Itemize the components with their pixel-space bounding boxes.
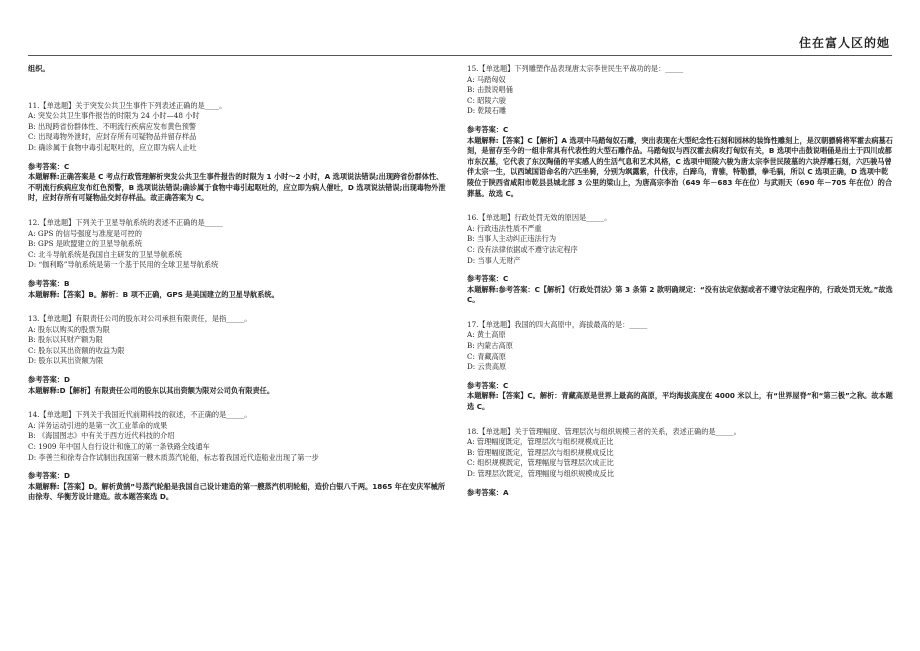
question-list <box>467 64 895 498</box>
answer-explanation: 本题解释:【答案】D。解析黄鹄”号蒸汽轮船是我国自己设计建造的第一艘蒸汽机明轮船，造价白银八千两。1865 年在安庆军械所由徐寿、华衡芳设计建造。故本题答案选 D。 <box>28 481 446 502</box>
question-block <box>28 410 448 503</box>
answer-explanation: 本题解释:参考答案：C【解析】《行政处罚法》第 3 条第 2 款明确规定：“没有法定依据或者不遵守法定程序的，行政处罚无效。”故选 C。 <box>467 284 893 305</box>
question-option: C: 出现毒物外泄时，应封存所有可疑物品并留存样品 <box>28 132 197 142</box>
answer-label: 参考答案：B <box>28 278 70 288</box>
question-option: B: 内蒙古高原 <box>467 341 513 351</box>
right-column <box>467 64 895 512</box>
header-divider <box>28 55 892 56</box>
question-block <box>467 427 895 499</box>
question-option: C: 股东以其出资额的收益为限 <box>28 345 125 355</box>
question-block <box>467 213 895 306</box>
question-option: B: 《海国图志》中有关于西方近代科技的介绍 <box>28 431 175 441</box>
question-option: B: 当事人主动纠正违法行为 <box>467 234 557 244</box>
answer-label: 参考答案：A <box>467 487 509 497</box>
question-stem: 13.【单选题】有限责任公司的股东对公司承担有限责任，是指_____。 <box>28 314 252 324</box>
answer-label: 参考答案：D <box>28 375 70 385</box>
answer-label: 参考答案：C <box>467 124 509 134</box>
question-option: B: GPS 是欧盟建立的卫星导航系统 <box>28 239 143 249</box>
answer-label: 参考答案：C <box>28 161 70 171</box>
question-stem: 17.【单选题】我国的四大高原中，海拔最高的是：_____ <box>467 319 648 329</box>
question-stem: 14.【单选题】下列关于我国近代前期科技的叙述，不正确的是_____。 <box>28 410 252 420</box>
answer-explanation: 本题解释:【答案】B。解析：B 项不正确，GPS 是美国建立的卫星导航系统。 <box>28 289 279 299</box>
question-option: D: 乾陵石雕 <box>467 106 507 116</box>
question-option: C: 组织规模既定，管理幅度与管理层次成正比 <box>467 458 614 468</box>
question-option: C: 昭陵六骏 <box>467 95 506 105</box>
question-option: A: 马踏匈奴 <box>467 74 506 84</box>
answer-explanation: 本题解释:正确答案是 C 考点行政管理解析突发公共卫生事件报告的时限为 1 小时～2 小时，A 选项说法错误;出现跨省份群体性、不明流行疾病应发布红色预警，B 选项说法错误;确诊属于食物中毒引起呕吐的，应立即为病人催吐，D 选项说法错误;出现毒物外泄时，应封存所有可疑物品交封存样品。故正确答案为 C。 <box>28 172 446 203</box>
question-option: A: 行政违法性质不严重 <box>467 223 542 233</box>
question-option: B: 管理幅度既定，管理层次与组织规模成反比 <box>467 447 614 457</box>
answer-label: 参考答案：D <box>28 471 70 481</box>
answer-label: 参考答案：C <box>467 274 509 284</box>
question-option: C: 没有法律依据或不遵守法定程序 <box>467 244 578 254</box>
answer-explanation: 本题解释:【答案】C【解析】A 选项中马踏匈奴石雕，突出表现在大型纪念性石刻和园林的装饰性雕刻上，是汉朝骠骑将军霍去病墓石刻，是留存至今的一组非常具有代表性的大型石雕作品。马踏匈奴与西汉霍去病攻打匈奴有关，B 选项中击鼓说唱俑是出土于四川成都市东汉墓，它代表了东汉陶俑的平实感人的生活气息和艺术风格，C 选项中昭陵六骏为唐太宗李世民陵墓的六块浮雕石刻，六匹骏马曾伴太宗一生，以西域国语命名的六匹坐骑，分别为飒露紫，什伐赤，白蹄乌，青骓，特勒骠，拳毛䯄，所以 C 选项正确，D 选项中乾陵位于陕西省咸阳市乾县县城北部 3 公里的梁山上，为唐高宗李治（649 年－683 年在位）与武则天（690 年－705 年在位）的合葬墓。故选 C。 <box>467 135 893 198</box>
question-option: B: 股东以其财产额为限 <box>28 335 103 345</box>
question-list <box>28 101 448 503</box>
question-option: A: 管理幅度既定，管理层次与组织规模成正比 <box>467 437 614 447</box>
question-option: D: 云贵高原 <box>467 362 507 372</box>
question-option: B: 出现跨省份群体性、不明流行疾病应发布黄色预警 <box>28 121 197 131</box>
answer-explanation: 本题解释:【答案】C。解析：青藏高原是世界上最高的高原，平均海拔高度在 4000 米以上，有“世界屋脊”和“第三极”之称。故本题选 C。 <box>467 391 893 412</box>
question-option: A: 洋务运动引进的是第一次工业革命的成果 <box>28 420 168 430</box>
answer-explanation: 本题解释:D【解析】有限责任公司的股东以其出资额为限对公司负有限责任。 <box>28 385 275 395</box>
header-title: 住在富人区的她 <box>798 36 890 50</box>
question-option: D: 股东以其出资额为限 <box>28 356 104 366</box>
question-option: A: 股东以购买的股票为限 <box>28 324 110 334</box>
question-stem: 16.【单选题】行政处罚无效的原因是_____。 <box>467 213 612 223</box>
question-option: B: 击鼓说唱俑 <box>467 85 513 95</box>
question-stem: 12.【单选题】下列关于卫星导航系统的表述不正确的是_____ <box>28 217 223 227</box>
question-block <box>467 64 895 199</box>
question-block <box>28 218 448 300</box>
question-option: D: “伽利略”导航系统是第一个基于民用的全球卫星导航系统 <box>28 260 219 270</box>
question-option: A: 突发公共卫生事件报告的时限为 24 小时—48 小时 <box>28 111 200 121</box>
question-option: A: GPS 的信号强度与准度是可控的 <box>28 228 142 238</box>
question-option: D: 当事人无财产 <box>467 255 521 265</box>
question-block <box>28 314 448 396</box>
answer-label: 参考答案：C <box>467 380 509 390</box>
question-stem: 11.【单选题】关于突发公共卫生事件下列表述正确的是____。 <box>28 100 227 110</box>
question-option: C: 北斗导航系统是我国自主研发的卫星导航系统 <box>28 249 182 259</box>
question-option: D: 确诊属于食物中毒引起呕吐的，应立即为病人止吐 <box>28 142 197 152</box>
question-option: A: 黄土高原 <box>467 330 506 340</box>
question-block <box>28 101 448 204</box>
question-option: C: 1909 年中国人自行设计和施工的第一条铁路全线通车 <box>28 442 210 452</box>
question-option: D: 李善兰和徐寿合作试制出我国第一艘木质蒸汽轮船，标志着我国近代造船业出现了第一步 <box>28 452 319 462</box>
question-stem: 18.【单选题】关于管理幅度、管理层次与组织规模三者的关系，表述正确的是_____。 <box>467 426 741 436</box>
question-option: C: 青藏高原 <box>467 351 506 361</box>
question-block <box>467 320 895 413</box>
left-column <box>28 64 448 517</box>
continuation-text: 组织。 <box>28 64 50 73</box>
question-option: D: 管理层次既定，管理幅度与组织规模成反比 <box>467 469 615 478</box>
question-stem: 15.【单选题】下列雕塑作品表现唐太宗李世民生平战功的是：_____ <box>467 64 684 73</box>
